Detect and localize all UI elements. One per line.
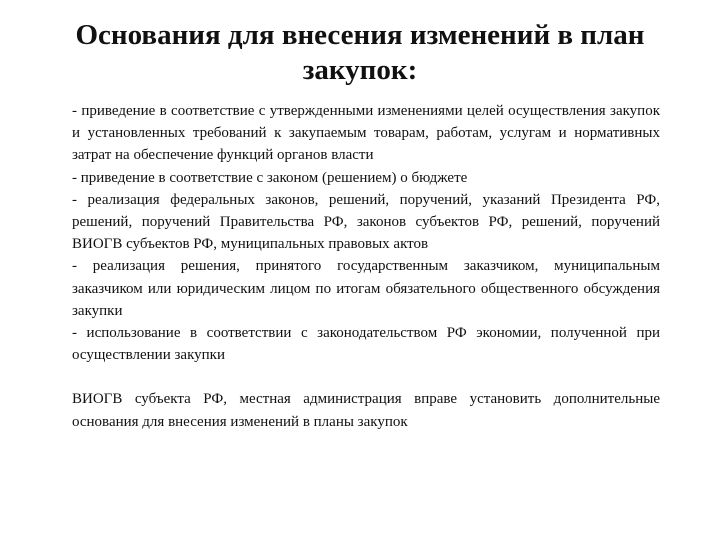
basis-item: - приведение в соответствие с законом (решением) о бюджете bbox=[72, 169, 468, 186]
basis-item: - приведение в соответствие с утвержденными изменениями целей осуществления закупок и установленных требований к закупаемым товарам, работам, услугам и нормативных затрат на обеспечение функций органов власти bbox=[72, 103, 660, 164]
slide-title: Основания для внесения изменений в план закупок: bbox=[75, 19, 645, 86]
basis-item: - использование в соответствии с законодательством РФ экономии, полученной при осуществлении закупки bbox=[72, 325, 660, 364]
slide-body bbox=[72, 100, 660, 433]
closing-note: ВИОГВ субъекта РФ, местная администрация вправе установить дополнительные основания для внесения изменений в планы закупок bbox=[72, 391, 660, 430]
basis-item: - реализация решения, принятого государственным заказчиком, муниципальным заказчиком или юридическим лицом по итогам обязательного общественного обсуждения закупки bbox=[72, 258, 660, 319]
basis-item: - реализация федеральных законов, решений, поручений, указаний Президента РФ, решений, поручений Правительства РФ, законов субъектов РФ, решений, поручений ВИОГВ субъектов РФ, муниципальных правовых актов bbox=[72, 191, 660, 253]
